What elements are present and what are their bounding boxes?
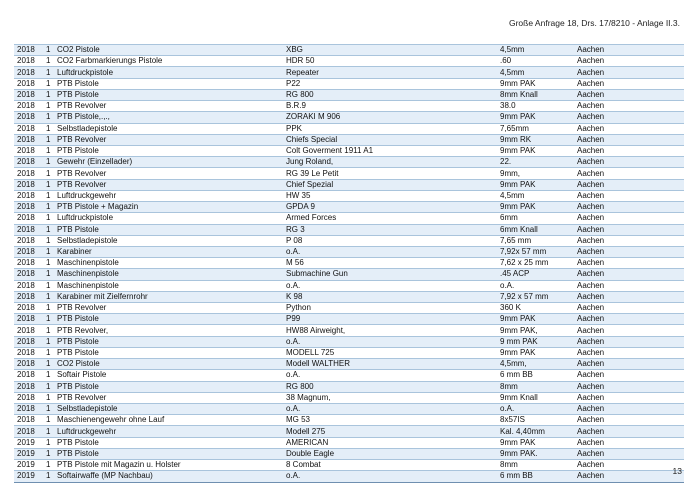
cell-place: Aachen (574, 258, 684, 269)
cell-place: Aachen (574, 246, 684, 257)
table-row (14, 67, 684, 78)
cell-quantity: 1 (43, 370, 54, 381)
cell-weapon-type: PTB Pistole (54, 78, 283, 89)
cell-caliber: .60 (497, 56, 574, 67)
cell-quantity: 1 (43, 303, 54, 314)
cell-weapon-type: PTB Pistole,.,., (54, 112, 283, 123)
cell-model: GPDA 9 (283, 202, 497, 213)
cell-quantity: 1 (43, 392, 54, 403)
cell-place: Aachen (574, 448, 684, 459)
cell-year: 2018 (14, 325, 43, 336)
table-row (14, 460, 684, 471)
cell-place: Aachen (574, 224, 684, 235)
weapons-table (14, 44, 684, 483)
cell-caliber: 360 K (497, 303, 574, 314)
cell-caliber: 7,65 mm (497, 235, 574, 246)
table-row (14, 89, 684, 100)
cell-caliber: 9mm PAK (497, 314, 574, 325)
cell-place: Aachen (574, 78, 684, 89)
cell-weapon-type: PTB Pistole (54, 336, 283, 347)
cell-model: Modell 275 (283, 426, 497, 437)
cell-model: Chiefs Special (283, 134, 497, 145)
cell-quantity: 1 (43, 224, 54, 235)
cell-caliber: 9mm Knall (497, 392, 574, 403)
cell-place: Aachen (574, 56, 684, 67)
cell-year: 2018 (14, 392, 43, 403)
cell-caliber: Kal. 4,40mm (497, 426, 574, 437)
cell-caliber: 7,62 x 25 mm (497, 258, 574, 269)
cell-quantity: 1 (43, 168, 54, 179)
cell-place: Aachen (574, 123, 684, 134)
cell-place: Aachen (574, 112, 684, 123)
cell-weapon-type: Maschienengewehr ohne Lauf (54, 415, 283, 426)
cell-quantity: 1 (43, 101, 54, 112)
cell-year: 2018 (14, 246, 43, 257)
cell-year: 2018 (14, 347, 43, 358)
cell-year: 2018 (14, 314, 43, 325)
cell-model: Modell WALTHER (283, 359, 497, 370)
cell-place: Aachen (574, 359, 684, 370)
cell-quantity: 1 (43, 314, 54, 325)
cell-place: Aachen (574, 392, 684, 403)
cell-quantity: 1 (43, 179, 54, 190)
table-body (14, 45, 684, 483)
cell-quantity: 1 (43, 415, 54, 426)
cell-quantity: 1 (43, 112, 54, 123)
cell-caliber: 8x57IS (497, 415, 574, 426)
cell-weapon-type: Selbstladepistole (54, 235, 283, 246)
table-row (14, 471, 684, 482)
cell-weapon-type: PTB Pistole (54, 89, 283, 100)
cell-place: Aachen (574, 437, 684, 448)
cell-model: K 98 (283, 291, 497, 302)
cell-place: Aachen (574, 404, 684, 415)
cell-model: XBG (283, 45, 497, 56)
cell-weapon-type: Luftdruckpistole (54, 67, 283, 78)
table-row (14, 448, 684, 459)
cell-place: Aachen (574, 460, 684, 471)
cell-year: 2018 (14, 101, 43, 112)
cell-quantity: 1 (43, 404, 54, 415)
cell-place: Aachen (574, 179, 684, 190)
table-row (14, 78, 684, 89)
cell-caliber: 4,5mm, (497, 359, 574, 370)
cell-quantity: 1 (43, 258, 54, 269)
cell-caliber: 6mm (497, 213, 574, 224)
cell-model: HW88 Airweight, (283, 325, 497, 336)
cell-caliber: o.A. (497, 280, 574, 291)
cell-year: 2019 (14, 471, 43, 482)
table-row (14, 224, 684, 235)
cell-model: 38 Magnum, (283, 392, 497, 403)
cell-quantity: 1 (43, 280, 54, 291)
table-row (14, 269, 684, 280)
cell-year: 2018 (14, 291, 43, 302)
cell-caliber: 9mm, (497, 168, 574, 179)
cell-year: 2018 (14, 78, 43, 89)
cell-weapon-type: PTB Pistole (54, 448, 283, 459)
cell-quantity: 1 (43, 471, 54, 482)
cell-quantity: 1 (43, 325, 54, 336)
cell-quantity: 1 (43, 381, 54, 392)
table-row (14, 347, 684, 358)
cell-weapon-type: PTB Pistole (54, 381, 283, 392)
cell-place: Aachen (574, 134, 684, 145)
cell-model: Chief Spezial (283, 179, 497, 190)
cell-place: Aachen (574, 347, 684, 358)
cell-quantity: 1 (43, 269, 54, 280)
cell-place: Aachen (574, 157, 684, 168)
cell-caliber: 9mm PAK (497, 202, 574, 213)
table-row (14, 303, 684, 314)
cell-weapon-type: PTB Pistole (54, 347, 283, 358)
cell-caliber: 8mm (497, 460, 574, 471)
cell-place: Aachen (574, 336, 684, 347)
table-row (14, 370, 684, 381)
cell-quantity: 1 (43, 67, 54, 78)
cell-year: 2018 (14, 168, 43, 179)
cell-model: o.A. (283, 280, 497, 291)
cell-caliber: 6 mm BB (497, 471, 574, 482)
cell-caliber: 9mm PAK (497, 179, 574, 190)
table-row (14, 235, 684, 246)
cell-caliber: 9mm RK (497, 134, 574, 145)
cell-weapon-type: Selbstladepistole (54, 404, 283, 415)
cell-quantity: 1 (43, 134, 54, 145)
cell-place: Aachen (574, 190, 684, 201)
cell-caliber: 9mm PAK (497, 437, 574, 448)
cell-quantity: 1 (43, 89, 54, 100)
cell-model: o.A. (283, 471, 497, 482)
cell-caliber: 7,92 x 57 mm (497, 291, 574, 302)
table-row (14, 381, 684, 392)
cell-place: Aachen (574, 381, 684, 392)
table-row (14, 179, 684, 190)
cell-quantity: 1 (43, 45, 54, 56)
cell-place: Aachen (574, 314, 684, 325)
cell-weapon-type: CO2 Farbmarkierungs Pistole (54, 56, 283, 67)
cell-model: RG 800 (283, 381, 497, 392)
cell-caliber: 22. (497, 157, 574, 168)
table-row (14, 202, 684, 213)
table-row (14, 56, 684, 67)
cell-caliber: 9mm PAK (497, 347, 574, 358)
cell-year: 2018 (14, 426, 43, 437)
cell-model: o.A. (283, 336, 497, 347)
cell-caliber: 9mm PAK, (497, 325, 574, 336)
cell-weapon-type: Maschinenpistole (54, 280, 283, 291)
cell-model: Submachine Gun (283, 269, 497, 280)
cell-quantity: 1 (43, 246, 54, 257)
cell-weapon-type: PTB Pistole (54, 224, 283, 235)
cell-caliber: 9mm PAK (497, 78, 574, 89)
table-row (14, 157, 684, 168)
cell-quantity: 1 (43, 190, 54, 201)
cell-caliber: .45 ACP (497, 269, 574, 280)
table-row (14, 291, 684, 302)
cell-model: Jung Roland, (283, 157, 497, 168)
cell-year: 2018 (14, 336, 43, 347)
table-row (14, 101, 684, 112)
cell-model: RG 3 (283, 224, 497, 235)
cell-weapon-type: PTB Revolver (54, 179, 283, 190)
cell-weapon-type: PTB Pistole (54, 314, 283, 325)
cell-weapon-type: Selbstladepistole (54, 123, 283, 134)
table-row (14, 426, 684, 437)
cell-weapon-type: Maschinenpistole (54, 269, 283, 280)
cell-model: B.R.9 (283, 101, 497, 112)
cell-place: Aachen (574, 426, 684, 437)
cell-year: 2018 (14, 89, 43, 100)
table-row (14, 404, 684, 415)
cell-year: 2018 (14, 415, 43, 426)
cell-model: o.A. (283, 246, 497, 257)
cell-model: MODELL 725 (283, 347, 497, 358)
cell-year: 2018 (14, 67, 43, 78)
cell-quantity: 1 (43, 460, 54, 471)
cell-year: 2018 (14, 269, 43, 280)
cell-year: 2018 (14, 381, 43, 392)
table-row (14, 314, 684, 325)
cell-model: HDR 50 (283, 56, 497, 67)
table-row (14, 415, 684, 426)
cell-year: 2018 (14, 123, 43, 134)
cell-model: Armed Forces (283, 213, 497, 224)
cell-quantity: 1 (43, 213, 54, 224)
cell-quantity: 1 (43, 202, 54, 213)
cell-quantity: 1 (43, 426, 54, 437)
cell-caliber: o.A. (497, 404, 574, 415)
cell-place: Aachen (574, 89, 684, 100)
cell-weapon-type: PTB Pistole mit Magazin u. Holster (54, 460, 283, 471)
cell-year: 2018 (14, 202, 43, 213)
cell-model: o.A. (283, 404, 497, 415)
cell-caliber: 8mm Knall (497, 89, 574, 100)
cell-quantity: 1 (43, 78, 54, 89)
cell-model: Repeater (283, 67, 497, 78)
table-row (14, 190, 684, 201)
cell-year: 2018 (14, 258, 43, 269)
cell-year: 2018 (14, 45, 43, 56)
cell-quantity: 1 (43, 123, 54, 134)
cell-weapon-type: PTB Revolver (54, 392, 283, 403)
document-header: Große Anfrage 18, Drs. 17/8210 - Anlage II.3. (508, 18, 680, 28)
cell-quantity: 1 (43, 336, 54, 347)
page-number: 13 (672, 466, 682, 476)
cell-place: Aachen (574, 67, 684, 78)
table-row (14, 213, 684, 224)
table-row (14, 392, 684, 403)
cell-caliber: 7,65mm (497, 123, 574, 134)
table-row (14, 325, 684, 336)
table-row (14, 336, 684, 347)
cell-place: Aachen (574, 213, 684, 224)
cell-weapon-type: PTB Revolver (54, 168, 283, 179)
cell-caliber: 4,5mm (497, 67, 574, 78)
cell-caliber: 38.0 (497, 101, 574, 112)
cell-model: P99 (283, 314, 497, 325)
cell-year: 2019 (14, 460, 43, 471)
cell-model: AMERICAN (283, 437, 497, 448)
cell-weapon-type: Maschinenpistole (54, 258, 283, 269)
cell-weapon-type: CO2 Pistole (54, 45, 283, 56)
table-row (14, 145, 684, 156)
cell-model: Colt Goverment 1911 A1 (283, 145, 497, 156)
cell-model: HW 35 (283, 190, 497, 201)
table-row (14, 168, 684, 179)
cell-quantity: 1 (43, 157, 54, 168)
cell-model: MG 53 (283, 415, 497, 426)
table-row (14, 280, 684, 291)
cell-year: 2019 (14, 448, 43, 459)
cell-model: RG 800 (283, 89, 497, 100)
cell-model: ZORAKI M 906 (283, 112, 497, 123)
cell-place: Aachen (574, 291, 684, 302)
cell-year: 2018 (14, 370, 43, 381)
cell-place: Aachen (574, 370, 684, 381)
cell-weapon-type: Luftdruckgewehr (54, 426, 283, 437)
cell-weapon-type: PTB Pistole (54, 437, 283, 448)
table-row (14, 123, 684, 134)
cell-weapon-type: Gewehr (Einzellader) (54, 157, 283, 168)
cell-model: Python (283, 303, 497, 314)
cell-year: 2018 (14, 235, 43, 246)
cell-place: Aachen (574, 280, 684, 291)
cell-caliber: 9mm PAK. (497, 448, 574, 459)
cell-year: 2018 (14, 157, 43, 168)
cell-weapon-type: PTB Pistole (54, 145, 283, 156)
cell-year: 2018 (14, 190, 43, 201)
cell-model: o.A. (283, 370, 497, 381)
cell-weapon-type: CO2 Pistole (54, 359, 283, 370)
cell-year: 2018 (14, 280, 43, 291)
cell-weapon-type: Karabiner mit Zielfernrohr (54, 291, 283, 302)
cell-model: P22 (283, 78, 497, 89)
cell-year: 2018 (14, 56, 43, 67)
cell-caliber: 9 mm PAK (497, 336, 574, 347)
cell-weapon-type: PTB Revolver (54, 134, 283, 145)
cell-year: 2018 (14, 112, 43, 123)
cell-model: M 56 (283, 258, 497, 269)
cell-weapon-type: Luftdruckpistole (54, 213, 283, 224)
cell-model: P 08 (283, 235, 497, 246)
cell-caliber: 9mm PAK (497, 112, 574, 123)
table-row (14, 246, 684, 257)
cell-place: Aachen (574, 269, 684, 280)
cell-quantity: 1 (43, 347, 54, 358)
cell-weapon-type: PTB Revolver, (54, 325, 283, 336)
cell-place: Aachen (574, 202, 684, 213)
cell-weapon-type: Karabiner (54, 246, 283, 257)
cell-weapon-type: Softair Pistole (54, 370, 283, 381)
cell-place: Aachen (574, 168, 684, 179)
cell-model: PPK (283, 123, 497, 134)
cell-place: Aachen (574, 471, 684, 482)
cell-weapon-type: PTB Pistole + Magazin (54, 202, 283, 213)
cell-quantity: 1 (43, 359, 54, 370)
table-row (14, 359, 684, 370)
cell-year: 2018 (14, 224, 43, 235)
cell-quantity: 1 (43, 448, 54, 459)
cell-place: Aachen (574, 145, 684, 156)
table-row (14, 112, 684, 123)
cell-place: Aachen (574, 415, 684, 426)
cell-place: Aachen (574, 101, 684, 112)
cell-place: Aachen (574, 235, 684, 246)
cell-place: Aachen (574, 303, 684, 314)
cell-quantity: 1 (43, 291, 54, 302)
cell-year: 2019 (14, 437, 43, 448)
cell-year: 2018 (14, 145, 43, 156)
cell-weapon-type: Luftdruckgewehr (54, 190, 283, 201)
cell-quantity: 1 (43, 145, 54, 156)
cell-year: 2018 (14, 134, 43, 145)
cell-place: Aachen (574, 45, 684, 56)
cell-quantity: 1 (43, 235, 54, 246)
cell-caliber: 6 mm BB (497, 370, 574, 381)
table-row (14, 258, 684, 269)
cell-model: RG 39 Le Petit (283, 168, 497, 179)
cell-caliber: 4,5mm (497, 45, 574, 56)
cell-quantity: 1 (43, 437, 54, 448)
cell-caliber: 4,5mm (497, 190, 574, 201)
cell-place: Aachen (574, 325, 684, 336)
table-row (14, 134, 684, 145)
cell-year: 2018 (14, 303, 43, 314)
cell-year: 2018 (14, 404, 43, 415)
table-row (14, 437, 684, 448)
cell-model: 8 Combat (283, 460, 497, 471)
cell-weapon-type: PTB Revolver (54, 101, 283, 112)
cell-caliber: 8mm (497, 381, 574, 392)
cell-model: Double Eagle (283, 448, 497, 459)
cell-caliber: 9mm PAK (497, 145, 574, 156)
cell-year: 2018 (14, 179, 43, 190)
cell-caliber: 6mm Knall (497, 224, 574, 235)
cell-weapon-type: Softairwaffe (MP Nachbau) (54, 471, 283, 482)
cell-weapon-type: PTB Revolver (54, 303, 283, 314)
table-row (14, 45, 684, 56)
cell-year: 2018 (14, 213, 43, 224)
cell-year: 2018 (14, 359, 43, 370)
cell-quantity: 1 (43, 56, 54, 67)
cell-caliber: 7,92x 57 mm (497, 246, 574, 257)
